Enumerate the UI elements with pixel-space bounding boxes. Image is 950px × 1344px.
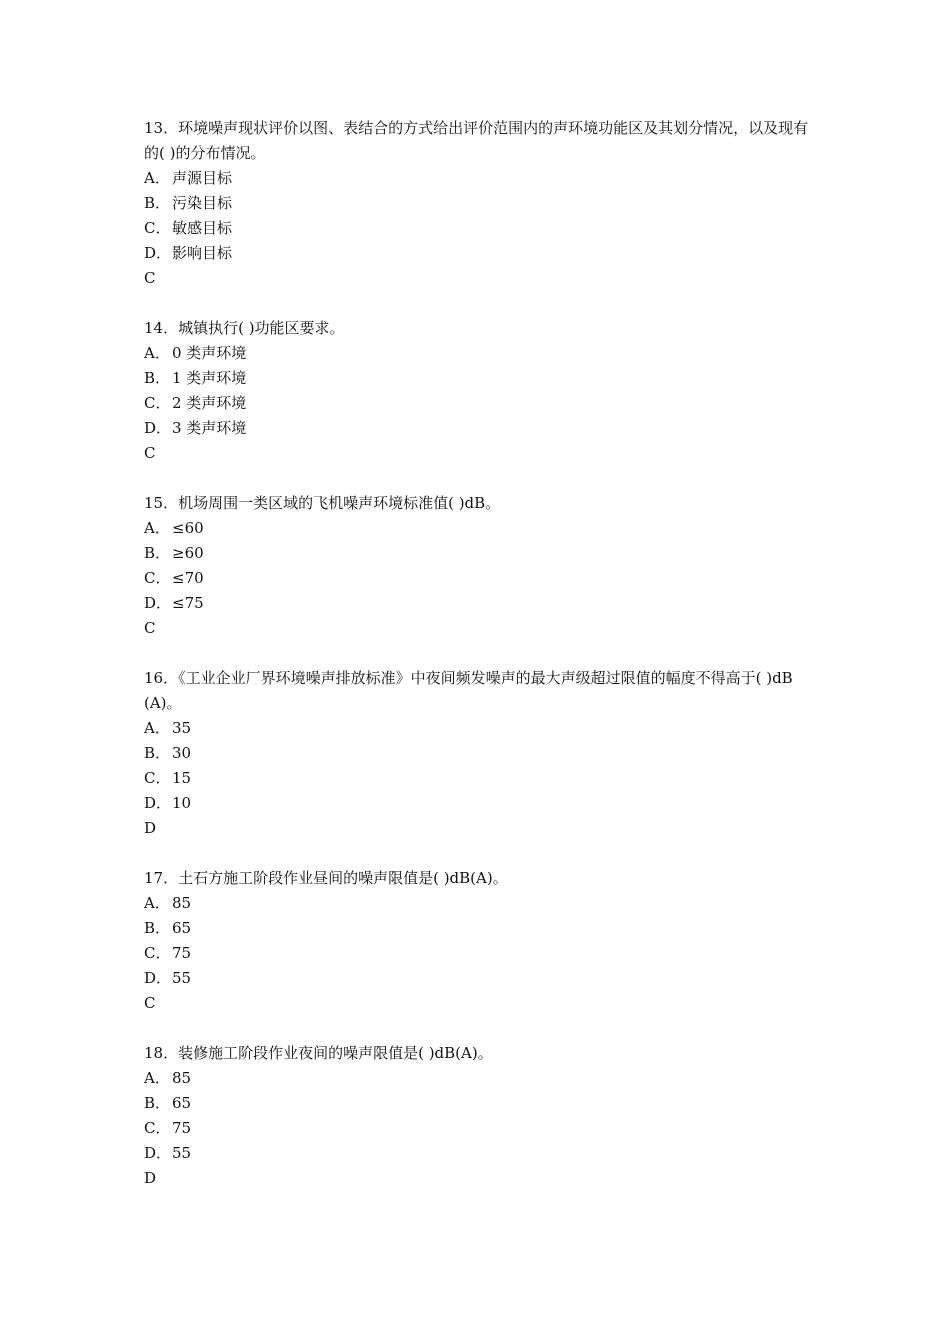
option-a: A． 0 类声环境 xyxy=(144,344,247,362)
option-b: B． 1 类声环境 xyxy=(144,369,247,387)
option-a: A． 85 xyxy=(144,894,192,912)
question-stem: 14．城镇执行( )功能区要求。 xyxy=(144,319,345,337)
option-a: A． 35 xyxy=(144,719,192,737)
option-d: D．3 类声环境 xyxy=(144,419,247,437)
question-13 xyxy=(144,116,814,291)
option-b: B． 污染目标 xyxy=(144,194,233,212)
option-d: D．55 xyxy=(144,969,192,987)
option-a: A． 85 xyxy=(144,1069,192,1087)
question-14 xyxy=(144,316,814,466)
option-a: A． 声源目标 xyxy=(144,169,233,187)
option-c: C． ≤70 xyxy=(144,569,204,587)
answer: D xyxy=(144,819,157,837)
answer: C xyxy=(144,269,156,287)
question-stem: 17．土石方施工阶段作业昼间的噪声限值是( )dB(A)。 xyxy=(144,869,508,887)
answer: C xyxy=(144,994,156,1012)
question-16 xyxy=(144,666,814,841)
option-c: C． 15 xyxy=(144,769,192,787)
option-c: C． 75 xyxy=(144,944,192,962)
option-b: B． 30 xyxy=(144,744,192,762)
option-d: D．10 xyxy=(144,794,192,812)
option-c: C． 敏感目标 xyxy=(144,219,233,237)
option-c: C． 75 xyxy=(144,1119,192,1137)
question-stem: 18．装修施工阶段作业夜间的噪声限值是( )dB(A)。 xyxy=(144,1044,493,1062)
option-b: B． ≥60 xyxy=(144,544,204,562)
option-d: D．影响目标 xyxy=(144,244,233,262)
question-stem: 15．机场周围一类区域的飞机噪声环境标准值( )dB。 xyxy=(144,494,501,512)
question-stem: 13．环境噪声现状评价以图、表结合的方式给出评价范围内的声环境功能区及其划分情况，以及现有的( )的分布情况。 xyxy=(144,119,809,162)
option-b: B． 65 xyxy=(144,919,192,937)
option-d: D．55 xyxy=(144,1144,192,1162)
document-page xyxy=(144,116,814,1216)
option-c: C． 2 类声环境 xyxy=(144,394,247,412)
option-d: D．≤75 xyxy=(144,594,204,612)
answer: D xyxy=(144,1169,157,1187)
question-17 xyxy=(144,866,814,1016)
question-18 xyxy=(144,1041,814,1191)
answer: C xyxy=(144,619,156,637)
question-stem: 16．《工业企业厂界环境噪声排放标准》中夜间频发噪声的最大声级超过限值的幅度不得高于( )dB(A)。 xyxy=(144,669,793,712)
answer: C xyxy=(144,444,156,462)
question-15 xyxy=(144,491,814,641)
option-a: A． ≤60 xyxy=(144,519,204,537)
option-b: B． 65 xyxy=(144,1094,192,1112)
